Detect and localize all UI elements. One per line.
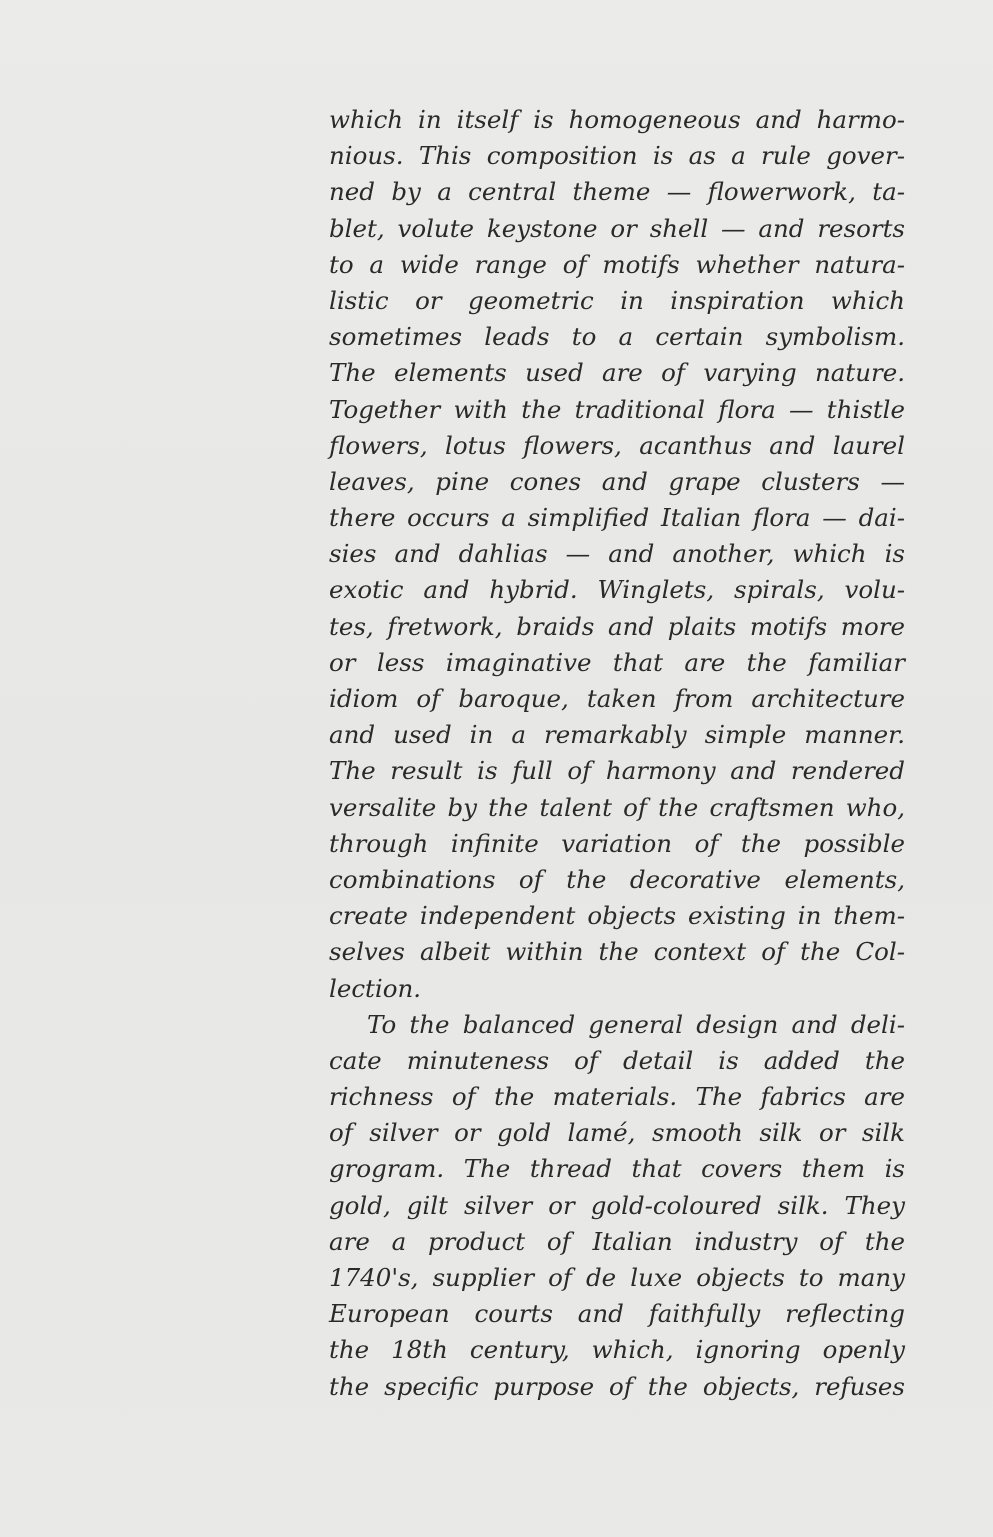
- text-line: leaves, pine cones and grape clusters —: [329, 466, 905, 496]
- text-line: blet, volute keystone or shell — and resorts: [329, 213, 905, 243]
- text-line: to a wide range of motifs whether natura-: [329, 249, 905, 279]
- text-line: sometimes leads to a certain symbolism.: [329, 322, 905, 352]
- text-line: ned by a central theme — flowerwork, ta-: [329, 177, 905, 207]
- text-line: create independent objects existing in them-: [329, 901, 905, 931]
- text-line: versalite by the talent of the craftsmen who,: [329, 792, 905, 822]
- text-line: selves albeit within the context of the Col-: [329, 937, 905, 967]
- text-line: richness of the materials. The fabrics are: [329, 1082, 905, 1112]
- text-line: and used in a remarkably simple manner.: [329, 720, 905, 750]
- text-line: Together with the traditional flora — thistle: [329, 394, 905, 424]
- paragraph-2: [329, 1007, 905, 1405]
- text-line: the 18th century, which, ignoring openly: [329, 1335, 905, 1365]
- text-line: To the balanced general design and deli-: [367, 1009, 905, 1039]
- text-line: idiom of baroque, taken from architecture: [329, 684, 905, 713]
- text-line: tes, fretwork, braids and plaits motifs more: [329, 611, 905, 641]
- paragraph-1: [329, 102, 905, 1007]
- text-line: grogram. The thread that covers them is: [329, 1154, 905, 1184]
- text-line: listic or geometric in inspiration which: [329, 285, 905, 315]
- text-line: 1740's, supplier of de luxe objects to many: [329, 1263, 905, 1292]
- text-line: combinations of the decorative elements,: [329, 864, 905, 894]
- text-line: which in itself is homogeneous and harmo-: [329, 105, 905, 134]
- body-text: [329, 102, 905, 1405]
- text-line: there occurs a simplified Italian flora — dai-: [329, 503, 905, 533]
- text-line: cate minuteness of detail is added the: [329, 1045, 905, 1075]
- text-line: nious. This composition is as a rule gover-: [329, 141, 905, 171]
- text-line: sies and dahlias — and another, which is: [329, 539, 905, 569]
- text-line: The elements used are of varying nature.: [329, 358, 905, 388]
- text-line: lection.: [329, 973, 422, 1003]
- text-line: the specific purpose of the objects, refuses: [329, 1371, 905, 1401]
- text-line: are a product of Italian industry of the: [329, 1226, 905, 1256]
- text-line: of silver or gold lamé, smooth silk or silk: [329, 1118, 905, 1148]
- text-line: The result is full of harmony and rendered: [329, 756, 905, 786]
- text-line: exotic and hybrid. Winglets, spirals, volu-: [329, 575, 905, 605]
- text-line: European courts and faithfully reflecting: [329, 1299, 905, 1329]
- text-line: gold, gilt silver or gold-coloured silk. They: [329, 1190, 905, 1220]
- text-line: through infinite variation of the possible: [329, 828, 905, 858]
- text-line: or less imaginative that are the familiar: [329, 647, 905, 677]
- text-line: flowers, lotus flowers, acanthus and laurel: [329, 430, 905, 460]
